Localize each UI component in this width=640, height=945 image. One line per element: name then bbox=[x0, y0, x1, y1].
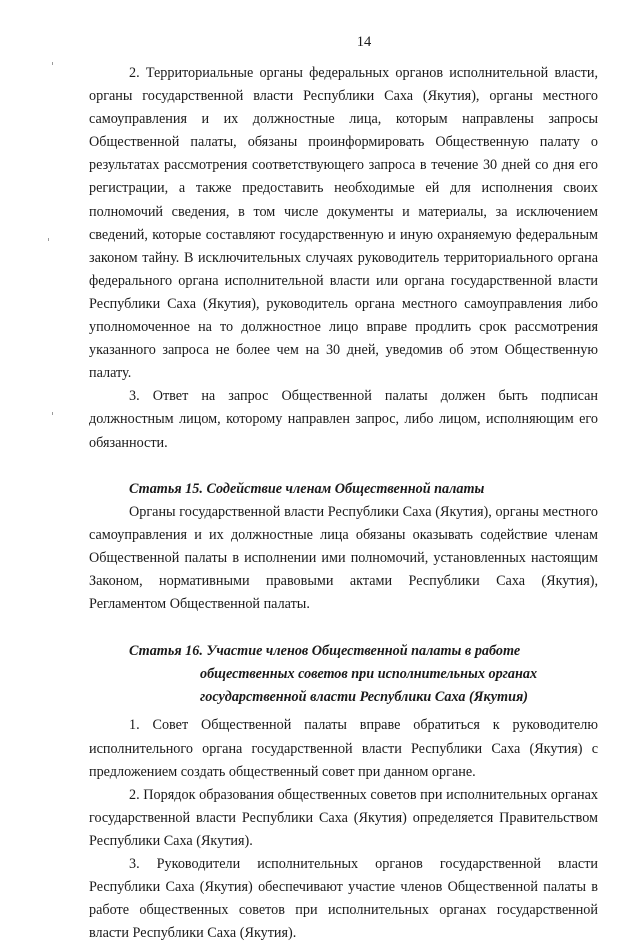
paragraph-answer-signature: 3. Ответ на запрос Общественной палаты должен быть подписан должностным лицом, которому направлен запрос, либо лицом, исполняющим его обязанности. bbox=[89, 388, 598, 451]
scan-mark bbox=[52, 62, 53, 65]
article-16-heading-line3: государственной власти Республики Саха (Якутия) bbox=[200, 689, 528, 706]
article-15-heading: Статья 15. Содействие членам Общественной палаты bbox=[129, 480, 485, 497]
article-16-paragraph-3: 3. Руководители исполнительных органов государственной власти Республики Саха (Якутия) обеспечивают участие членов Общественной палаты в работе общественных советов при исполнительных органах государственной власти Республики Саха (Якутия). bbox=[89, 856, 598, 942]
article-16-paragraph-1: 1. Совет Общественной палаты вправе обратиться к руководителю исполнительного органа государственной власти Республики Саха (Якутия) с предложением создать общественный совет при данном органе. bbox=[89, 717, 598, 780]
article-15-text: Органы государственной власти Республики Саха (Якутия), органы местного самоуправления и их должностные лица обязаны оказывать содействие членам Общественной палаты в исполнении ими полномочий, установленных настоящим Законом, нормативными правовыми актами Республики Саха (Якутия), Регламентом Общественной палаты. bbox=[89, 503, 598, 613]
article-16-heading-line2: общественных советов при исполнительных органах bbox=[200, 666, 538, 683]
page-number: 14 bbox=[356, 34, 372, 50]
article-16-paragraph-2: 2. Порядок образования общественных советов при исполнительных органах государственной власти Республики Саха (Якутия) определяется Правительством Республики Саха (Якутия). bbox=[89, 786, 598, 849]
paragraph-requests-response: 2. Территориальные органы федеральных органов исполнительной власти, органы государственной власти Республики Саха (Якутия), органы местного самоуправления и их должностные лица, которым направлены запросы Общественной палаты, обязаны проинформировать Общественную палату о результатах рассмотрения соответствующего запроса в течение 30 дней со дня его регистрации, а также предоставить необходимые ей для исполнения своих полномочий сведения, в том числе документы и материалы, за исключением сведений, которые составляют государственную и иную охраняемую федеральным законом тайну. В исключительных случаях руководитель территориального органа федерального органа исполнительной власти или органа государственной власти Республики Саха (Якутия), руководитель органа местного самоуправления либо уполномоченное на то должностное лицо вправе продлить срок рассмотрения указанного запроса не более чем на 30 дней, уведомив об этом Общественную палату. bbox=[89, 65, 598, 382]
scan-mark bbox=[52, 412, 53, 415]
scan-mark bbox=[48, 238, 49, 241]
article-16-heading-line1: Статья 16. Участие членов Общественной палаты в работе bbox=[129, 643, 521, 660]
document-body bbox=[89, 62, 598, 945]
article-16-heading bbox=[89, 640, 598, 709]
